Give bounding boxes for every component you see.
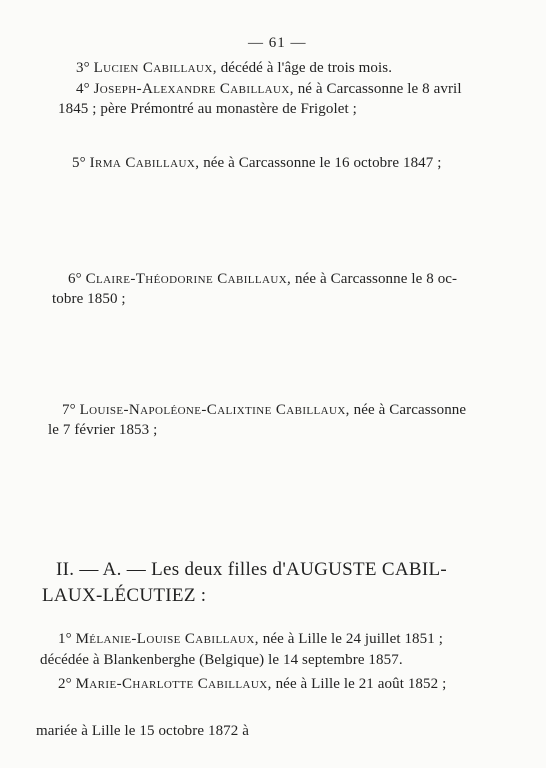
entry-name: Mélanie-Louise Cabillaux, xyxy=(75,631,259,647)
entry-text: née à Lille le 24 juillet 1851 ; xyxy=(258,631,443,647)
section-heading-line-2: LAUX-LÉCUTIEZ : xyxy=(42,585,207,606)
entry-name: Louise-Napoléone-Calixtine Cabillaux, xyxy=(79,402,350,418)
daughter-1-line-2: décédée à Blankenberghe (Belgique) le 14 septembre 1857. xyxy=(40,652,403,668)
daughter-2-line-1 xyxy=(58,675,446,693)
entry-3-line-1 xyxy=(76,59,392,77)
entry-text: né à Carcassonne le 8 avril xyxy=(293,81,462,97)
entry-ordinal: 4° xyxy=(76,81,90,97)
entry-name: Marie-Charlotte Cabillaux, xyxy=(75,676,272,692)
daughter-1-line-1 xyxy=(58,630,443,648)
entry-6-line-1 xyxy=(68,270,457,288)
entry-name: Lucien Cabillaux, xyxy=(93,60,217,76)
entry-name: Joseph-Alexandre Cabillaux, xyxy=(93,81,294,97)
entry-7-line-1 xyxy=(62,401,466,419)
entry-name: Irma Cabillaux, xyxy=(89,155,200,171)
entry-ordinal: 3° xyxy=(76,60,90,76)
section-heading-line-1: II. — A. — Les deux filles d'AUGUSTE CABIL- xyxy=(56,559,447,580)
entry-7-line-2: le 7 février 1853 ; xyxy=(48,422,158,438)
entry-ordinal: 5° xyxy=(72,155,86,171)
entry-4-line-2: 1845 ; père Prémontré au monastère de Frigolet ; xyxy=(58,101,357,117)
daughter-2-line-2: mariée à Lille le 15 octobre 1872 à xyxy=(36,723,249,739)
page-number: — 61 — xyxy=(248,35,307,51)
entry-ordinal: 1° xyxy=(58,631,72,647)
entry-text: née à Carcassonne le 16 octobre 1847 ; xyxy=(199,155,442,171)
entry-text: décédé à l'âge de trois mois. xyxy=(216,60,393,76)
entry-text: née à Lille le 21 août 1852 ; xyxy=(271,676,447,692)
entry-name: Claire-Théodorine Cabillaux, xyxy=(85,271,292,287)
entry-text: née à Carcassonne xyxy=(349,402,467,418)
entry-4-line-1 xyxy=(76,80,462,98)
entry-ordinal: 2° xyxy=(58,676,72,692)
entry-ordinal: 7° xyxy=(62,402,76,418)
entry-6-line-2: tobre 1850 ; xyxy=(52,291,126,307)
entry-5-line-1 xyxy=(72,154,442,172)
entry-ordinal: 6° xyxy=(68,271,82,287)
entry-text: née à Carcassonne le 8 oc- xyxy=(291,271,458,287)
